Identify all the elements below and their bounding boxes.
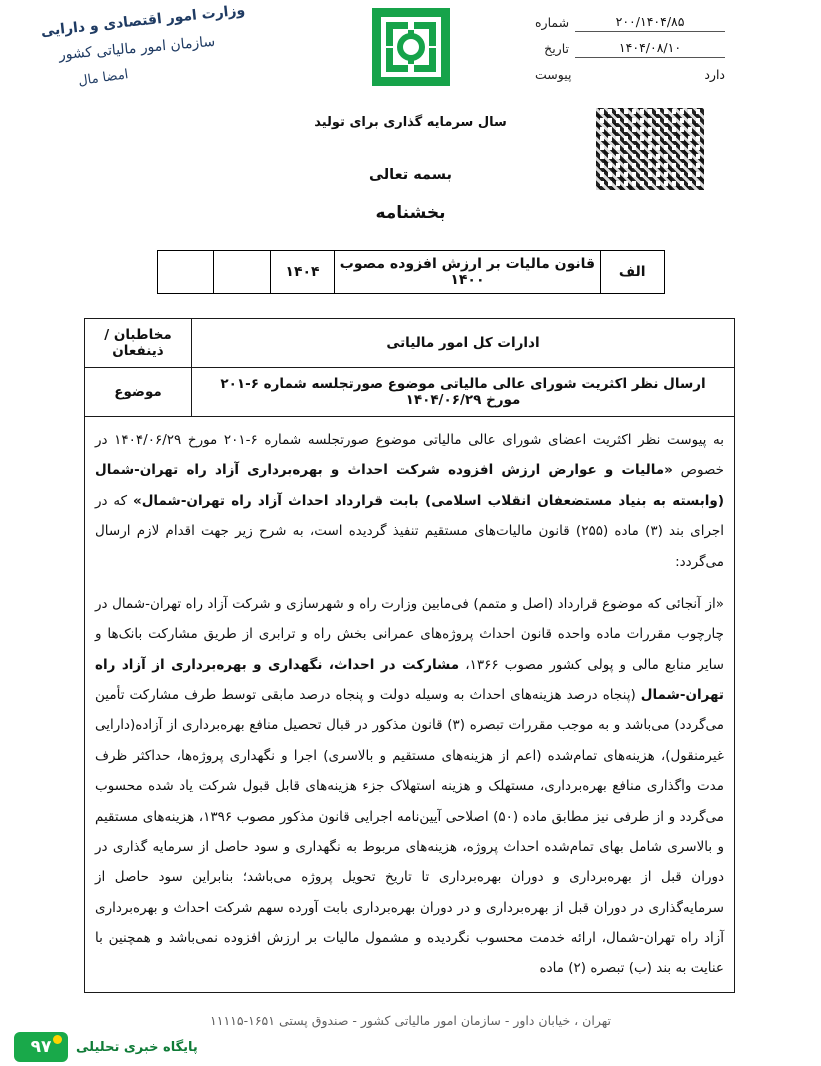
organization-logo-icon	[368, 4, 454, 90]
content-cell	[85, 417, 735, 993]
subject-row	[85, 368, 735, 417]
header-date-row	[535, 32, 725, 58]
addressee-row	[85, 319, 735, 368]
year-slogan: سال سرمایه گذاری برای تولید	[314, 115, 507, 130]
addressee-value: ادارات کل امور مالیاتی	[192, 319, 735, 368]
classification-blank-2	[157, 251, 214, 294]
subject-value: ارسال نظر اکثریت شورای عالی مالیاتی موضوع صورتجلسه شماره ۶-۲۰۱ مورخ ۱۴۰۴/۰۶/۲۹	[192, 368, 735, 417]
header-date-label: تاریخ	[544, 41, 569, 56]
classification-row	[157, 251, 664, 294]
classification-blank-1	[214, 251, 271, 294]
paragraph-2-part-1: «از آنجائی که موضوع قرارداد (اصل و متمم) فی‌مابین وزارت راه و شهرسازی و شرکت آزاد راه تهران-شمال در چارچوب مقررات ماده واحده قانون احداث پروژه‌های عمرانی بخش راه و ترابری از طریق مشارکت بانک‌ها و سایر منابع مالی و پولی کشور مصوب ۱۳۶۶،	[95, 595, 724, 673]
content-row	[85, 417, 735, 993]
watermark-badge-text: ۹۷	[30, 1037, 52, 1057]
paragraph-2	[95, 589, 724, 984]
paragraph-2-bold: مشارکت در احداث، نگهداری و بهره‌برداری از آزاد راه تهران-شمال	[95, 656, 724, 703]
header-meta-block	[535, 6, 725, 84]
paragraph-2-part-2: (پنجاه درصد هزینه‌های احداث به وسیله دولت و پنجاه درصد مابقی توسط طرف مشارکت تأمین می‌گردد) می‌باشد و به موجب مقررات تبصره (۳) قانون مذکور در قبال تحصیل منافع بهره‌برداری از آزاده(دارایی غیرمنقول)، هزینه‌های تمام‌شده (اعم از هزینه‌های مستقیم و بالاسری) اجرا و نگهداری پروژه‌ها، حداکثر ظرف مدت واگذاری منافع بهره‌برداری، مستهلک و هزینه استهلاک جزء هزینه‌های قابل قبول شرکت یاد شده محسوب می‌گردد و از طرفی نیز مطابق ماده (۵۰) اصلاحی آیین‌نامه اجرایی قانون مذکور مصوب ۱۳۹۶، هزینه‌های مستقیم و بالاسری شامل بهای تمام‌شده احداث پروژه، هزینه‌های مربوط به نگهداری و سود حاصل از سرمایه گذاری در دوران قبل از بهره‌برداری و دوران بهره‌برداری تا تاریخ تحویل پروژه می‌باشد؛ بنابراین سود حاصل از سرمایه‌گذاری در دوران قبل از بهره‌برداری و در دوران بهره‌برداری بابت آورده سهم شرکت احداث و بهره‌برداری آزاد راه تهران-شمال، ارائه خدمت محسوب نگردیده و مشمول مالیات بر ارزش افزوده نمی‌باشد و همچنین با عنایت به بند (ب) تبصره (۲) ماده	[95, 687, 725, 977]
addressee-label: مخاطبان / ذینفعان	[85, 319, 192, 368]
watermark-dot-icon	[53, 1035, 62, 1044]
footer-address: تهران ، خیابان داور - سازمان امور مالیاتی کشور - صندوق پستی ۱۶۵۱-۱۱۱۱۵	[210, 1013, 611, 1028]
classification-letter: الف	[600, 251, 664, 294]
seal-line-2: سازمان امور مالیاتی کشور	[58, 33, 216, 63]
paragraph-1-bold: «مالیات و عوارض ارزش افزوده شرکت احداث و بهره‌برداری آزاد راه تهران-شمال (وابسته به بنیاد مستضعفان انقلاب اسلامی) بابت قرارداد احداث آزاد راه تهران-شمال»	[95, 462, 724, 509]
header-date-value: ۱۴۰۴/۰۸/۱۰	[575, 40, 725, 58]
besmeh-tala: بسمه تعالی	[369, 167, 452, 183]
header-number-row	[535, 6, 725, 32]
seal-line-1: وزارت امور اقتصادی و دارایی	[40, 2, 246, 40]
document-header	[0, 0, 821, 110]
subject-label: موضوع	[85, 368, 192, 417]
site-watermark	[14, 1032, 198, 1062]
ministry-seal	[28, 2, 258, 100]
header-number-label: شماره	[535, 15, 570, 30]
classification-table	[157, 250, 665, 294]
header-attachment-label: پیوست	[535, 67, 572, 82]
document-body	[84, 318, 735, 993]
classification-year: ۱۴۰۴	[271, 251, 335, 294]
header-attachment-value: دارد	[704, 67, 725, 82]
classification-law: قانون مالیات بر ارزش افزوده مصوب ۱۴۰۰	[334, 251, 600, 294]
header-number-value: ۲۰۰/۱۴۰۴/۸۵	[575, 14, 725, 32]
seal-line-3: امضا مال	[77, 67, 130, 90]
paragraph-1	[95, 425, 724, 577]
paragraph-1-part-1: به پیوست نظر اکثریت اعضای شورای عالی مالیاتی موضوع صورتجلسه شماره ۶-۲۰۱ مورخ ۱۴۰۴/۰۶/۲۹ در خصوص	[95, 432, 725, 479]
header-attachment-row	[535, 58, 725, 84]
main-table	[84, 318, 735, 993]
watermark-badge-icon	[14, 1032, 68, 1062]
document-type-title: بخشنامه	[375, 203, 446, 223]
watermark-label: پایگاه خبری تحلیلی	[76, 1039, 198, 1055]
paragraph-1-part-2: که در اجرای بند (۳) ماده (۲۵۵) قانون مالیات‌های مستقیم تنفیذ گردیده است، به شرح زیر جهت اقدام لازم ارسال می‌گردد:	[95, 492, 725, 570]
qr-code	[596, 108, 704, 190]
